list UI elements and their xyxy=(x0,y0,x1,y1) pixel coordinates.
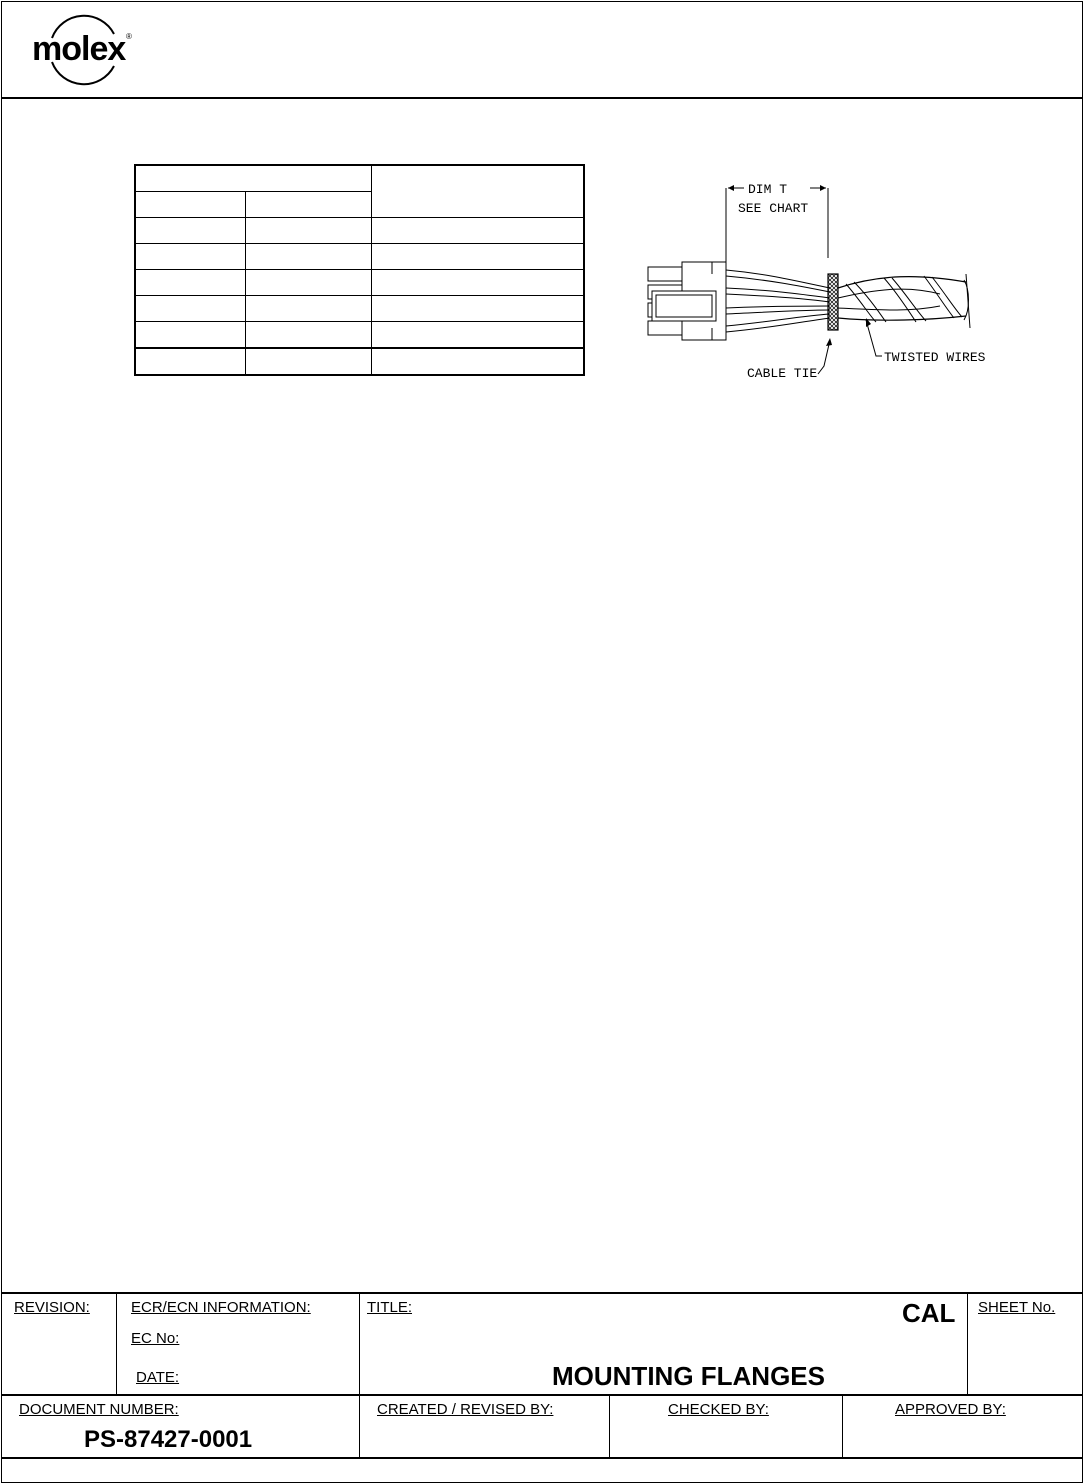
twisted-wire-connector-drawing xyxy=(640,170,1000,390)
cell-border xyxy=(842,1396,843,1458)
table-cell xyxy=(246,270,372,296)
table-cell xyxy=(246,296,372,322)
title-block-bottom-divider xyxy=(1,1457,1083,1459)
table-cell xyxy=(246,192,372,218)
cell-border xyxy=(359,1294,360,1458)
table-row xyxy=(135,348,584,375)
table-row xyxy=(135,296,584,322)
sheet-no-label: SHEET No. xyxy=(978,1299,1056,1316)
header-divider xyxy=(1,97,1083,99)
document-number: PS-87427-0001 xyxy=(84,1426,253,1453)
document-title: MOUNTING FLANGES xyxy=(552,1361,825,1391)
table-cell xyxy=(372,270,585,296)
molex-logo xyxy=(28,10,136,90)
table-cell xyxy=(372,348,585,375)
dim-t-label: DIM T xyxy=(748,182,788,197)
see-chart-label: SEE CHART xyxy=(738,201,809,216)
table-row xyxy=(135,270,584,296)
created-revised-by-label: CREATED / REVISED BY: xyxy=(377,1401,554,1418)
table-row xyxy=(135,322,584,349)
table-cell xyxy=(372,218,585,244)
table-cell xyxy=(135,322,246,349)
cell-border xyxy=(609,1396,610,1458)
table-cell xyxy=(372,322,585,349)
table-cell xyxy=(246,244,372,270)
logo-text: molex xyxy=(32,30,126,68)
document-number-label: DOCUMENT NUMBER: xyxy=(19,1401,179,1418)
cal-label: CAL xyxy=(902,1298,956,1328)
table-cell xyxy=(135,218,246,244)
title-block-top-border xyxy=(1,1292,1083,1294)
table-cell xyxy=(135,348,246,375)
table-cell xyxy=(246,348,372,375)
dimension-chart-table xyxy=(134,164,585,376)
table-cell xyxy=(135,165,372,192)
date-label: DATE: xyxy=(136,1369,180,1386)
table-row xyxy=(135,244,584,270)
table-cell xyxy=(246,218,372,244)
title-block-divider xyxy=(1,1394,1083,1396)
revision-label: REVISION: xyxy=(14,1299,90,1316)
table-cell xyxy=(135,192,246,218)
table-cell xyxy=(246,322,372,349)
table-cell xyxy=(372,296,585,322)
cable-tie-icon xyxy=(828,274,838,330)
ec-no-label: EC No: xyxy=(131,1330,180,1347)
cable-tie-label: CABLE TIE xyxy=(747,366,818,381)
table-cell xyxy=(135,244,246,270)
table-header-row xyxy=(135,165,584,192)
twisted-wires-label: TWISTED WIRES xyxy=(884,350,986,365)
cell-border xyxy=(116,1294,117,1394)
ecr-info-label: ECR/ECN INFORMATION: xyxy=(131,1299,311,1316)
registered-mark: ® xyxy=(126,32,132,41)
approved-by-label: APPROVED BY: xyxy=(895,1401,1006,1418)
table-cell xyxy=(135,270,246,296)
table-row xyxy=(135,218,584,244)
table-cell xyxy=(372,244,585,270)
title-label: TITLE: xyxy=(367,1299,413,1316)
table-cell xyxy=(372,165,585,218)
checked-by-label: CHECKED BY: xyxy=(668,1401,769,1418)
cell-border xyxy=(967,1294,968,1394)
table-cell xyxy=(135,296,246,322)
